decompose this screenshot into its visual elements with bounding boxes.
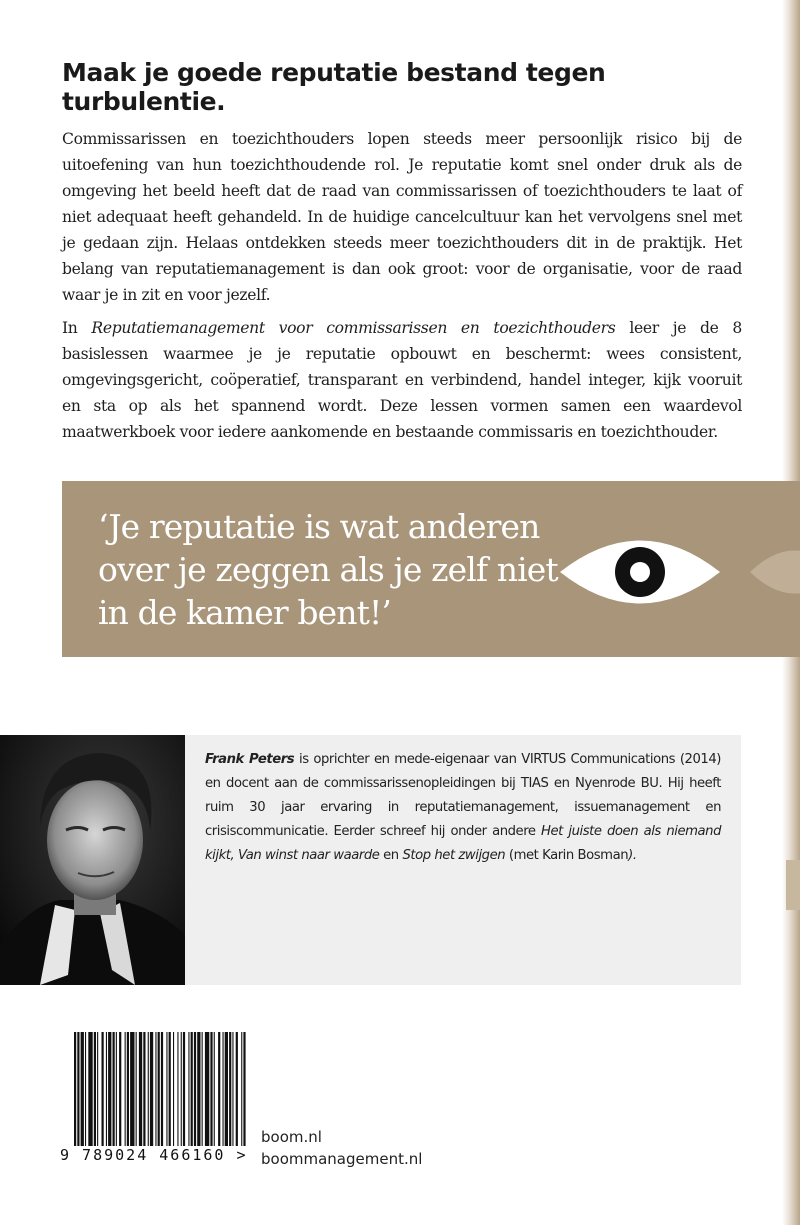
- separator: ,: [230, 848, 239, 863]
- barcode-bar: [214, 1032, 215, 1156]
- book-title: Het juiste doen als niemand kijkt: [205, 824, 721, 863]
- book-title: Stop het zwijgen: [402, 848, 506, 863]
- lessons-paragraph: [62, 315, 742, 445]
- publisher-website: boommanagement.nl: [261, 1150, 423, 1168]
- barcode-bar: [218, 1032, 220, 1156]
- barcode-bar: [119, 1032, 121, 1156]
- barcode-bar: [173, 1032, 174, 1156]
- barcode-bar: [97, 1032, 98, 1156]
- quote-text: ‘Je reputatie is wat anderen over je zeggen als je zelf niet in de kamer bent!’: [98, 507, 558, 632]
- barcode-bar: [150, 1032, 153, 1156]
- lens-shape-icon: [750, 537, 800, 607]
- author-bio: [205, 748, 721, 868]
- barcode-bar: [181, 1032, 182, 1156]
- paragraph-rest: leer je de 8 basislessen waarmee je je reputatie opbouwt en beschermt: wees consistent, omgevingsgericht, coöperatief, transparant en verbindend, handel integer, kijk vooruit en sta op als het spannend wordt. Deze lessen vormen samen een waardevol maatwerkboek voor iedere aankomende en bestaande commissaris en toezichthouder.: [62, 319, 743, 441]
- quote-band: [62, 481, 800, 657]
- intro-paragraph: Commissarissen en toezichthouders lopen steeds meer persoonlijk risico bij de uitoefening van hun toezichthoudende rol. Je reputatie komt snel onder druk als de omgeving het beeld heeft dat de raad van commissarissen of toezichthouders te laat of niet adequaat heeft gehandeld. In de huidige cancelcultuur kan het vervolgens snel met je gedaan zijn. Helaas ontdekken steeds meer toezichthouders dit in de praktijk. Het belang van reputatiemanagement is dan ook groot: voor de organisatie, voor de raad waar je in zit en voor jezelf.: [62, 130, 742, 304]
- barcode-bar: [116, 1032, 117, 1156]
- barcode-bar: [177, 1032, 178, 1156]
- barcode-bar: [202, 1032, 203, 1156]
- publisher-website: boom.nl: [261, 1128, 322, 1146]
- barcode-bar: [229, 1032, 231, 1156]
- barcode-bar: [106, 1032, 107, 1156]
- barcode-bar: [243, 1032, 245, 1156]
- eye-icon: [557, 527, 723, 617]
- barcode-bar: [108, 1032, 111, 1156]
- barcode-bar: [139, 1032, 142, 1156]
- barcode-bar: [125, 1032, 126, 1156]
- book-title: Reputatiemanagement voor commissarissen en toezichthouders: [91, 319, 616, 337]
- barcode-bar: [77, 1032, 79, 1156]
- barcode-bar: [127, 1032, 129, 1156]
- barcode-bar: [194, 1032, 196, 1156]
- barcode-bar: [102, 1032, 104, 1156]
- bio-text: is oprichter en mede-eigenaar van VIRTUS Communications (2014) en docent aan de commissarissenopleidingen bij TIAS en Nyenrode BU. Hij heeft ruim 30 jaar ervaring in reputatiemanagement, issuemanagement en crisiscommunicatie. Eerder schreef hij onder andere: [205, 752, 721, 839]
- barcode-bar: [169, 1032, 171, 1156]
- paragraph-intro: In: [62, 319, 92, 337]
- barcode-bar: [158, 1032, 160, 1156]
- barcode-bar: [191, 1032, 193, 1156]
- barcode-bar: [85, 1032, 86, 1156]
- barcode-bar: [88, 1032, 92, 1156]
- author-bio-box: [185, 735, 741, 985]
- author-name: Frank Peters: [205, 752, 295, 767]
- barcode-bar: [81, 1032, 84, 1156]
- barcode-bar: [94, 1032, 96, 1156]
- barcode-bar: [225, 1032, 228, 1156]
- spine-mark: [786, 860, 800, 910]
- headline: Maak je goede reputatie bestand tegen turbulentie.: [62, 58, 606, 116]
- barcode-bar: [143, 1032, 145, 1156]
- bio-text: ).: [628, 848, 637, 863]
- barcode-bar: [236, 1032, 238, 1156]
- barcode-bar: [183, 1032, 185, 1156]
- barcode-bar: [136, 1032, 137, 1156]
- barcode-bar: [205, 1032, 209, 1156]
- barcode-bar: [166, 1032, 167, 1156]
- barcode-bar: [130, 1032, 134, 1156]
- barcode-bar: [155, 1032, 156, 1156]
- book-title: Van winst naar waarde: [238, 848, 380, 863]
- barcode-bar: [210, 1032, 212, 1156]
- barcode-bar: [74, 1032, 76, 1156]
- barcode-bar: [161, 1032, 163, 1156]
- barcode-bar: [113, 1032, 115, 1156]
- separator: en: [379, 848, 403, 863]
- barcode-bar: [241, 1032, 242, 1156]
- barcode-bar: [232, 1032, 233, 1156]
- barcode-bar: [188, 1032, 189, 1156]
- isbn-number: 9 789024 466160 >: [60, 1146, 260, 1164]
- author-photo: [0, 735, 185, 985]
- barcode-bar: [223, 1032, 224, 1156]
- bio-text: (met Karin Bosman: [505, 848, 629, 863]
- barcode-bar: [148, 1032, 149, 1156]
- barcode-bar: [197, 1032, 200, 1156]
